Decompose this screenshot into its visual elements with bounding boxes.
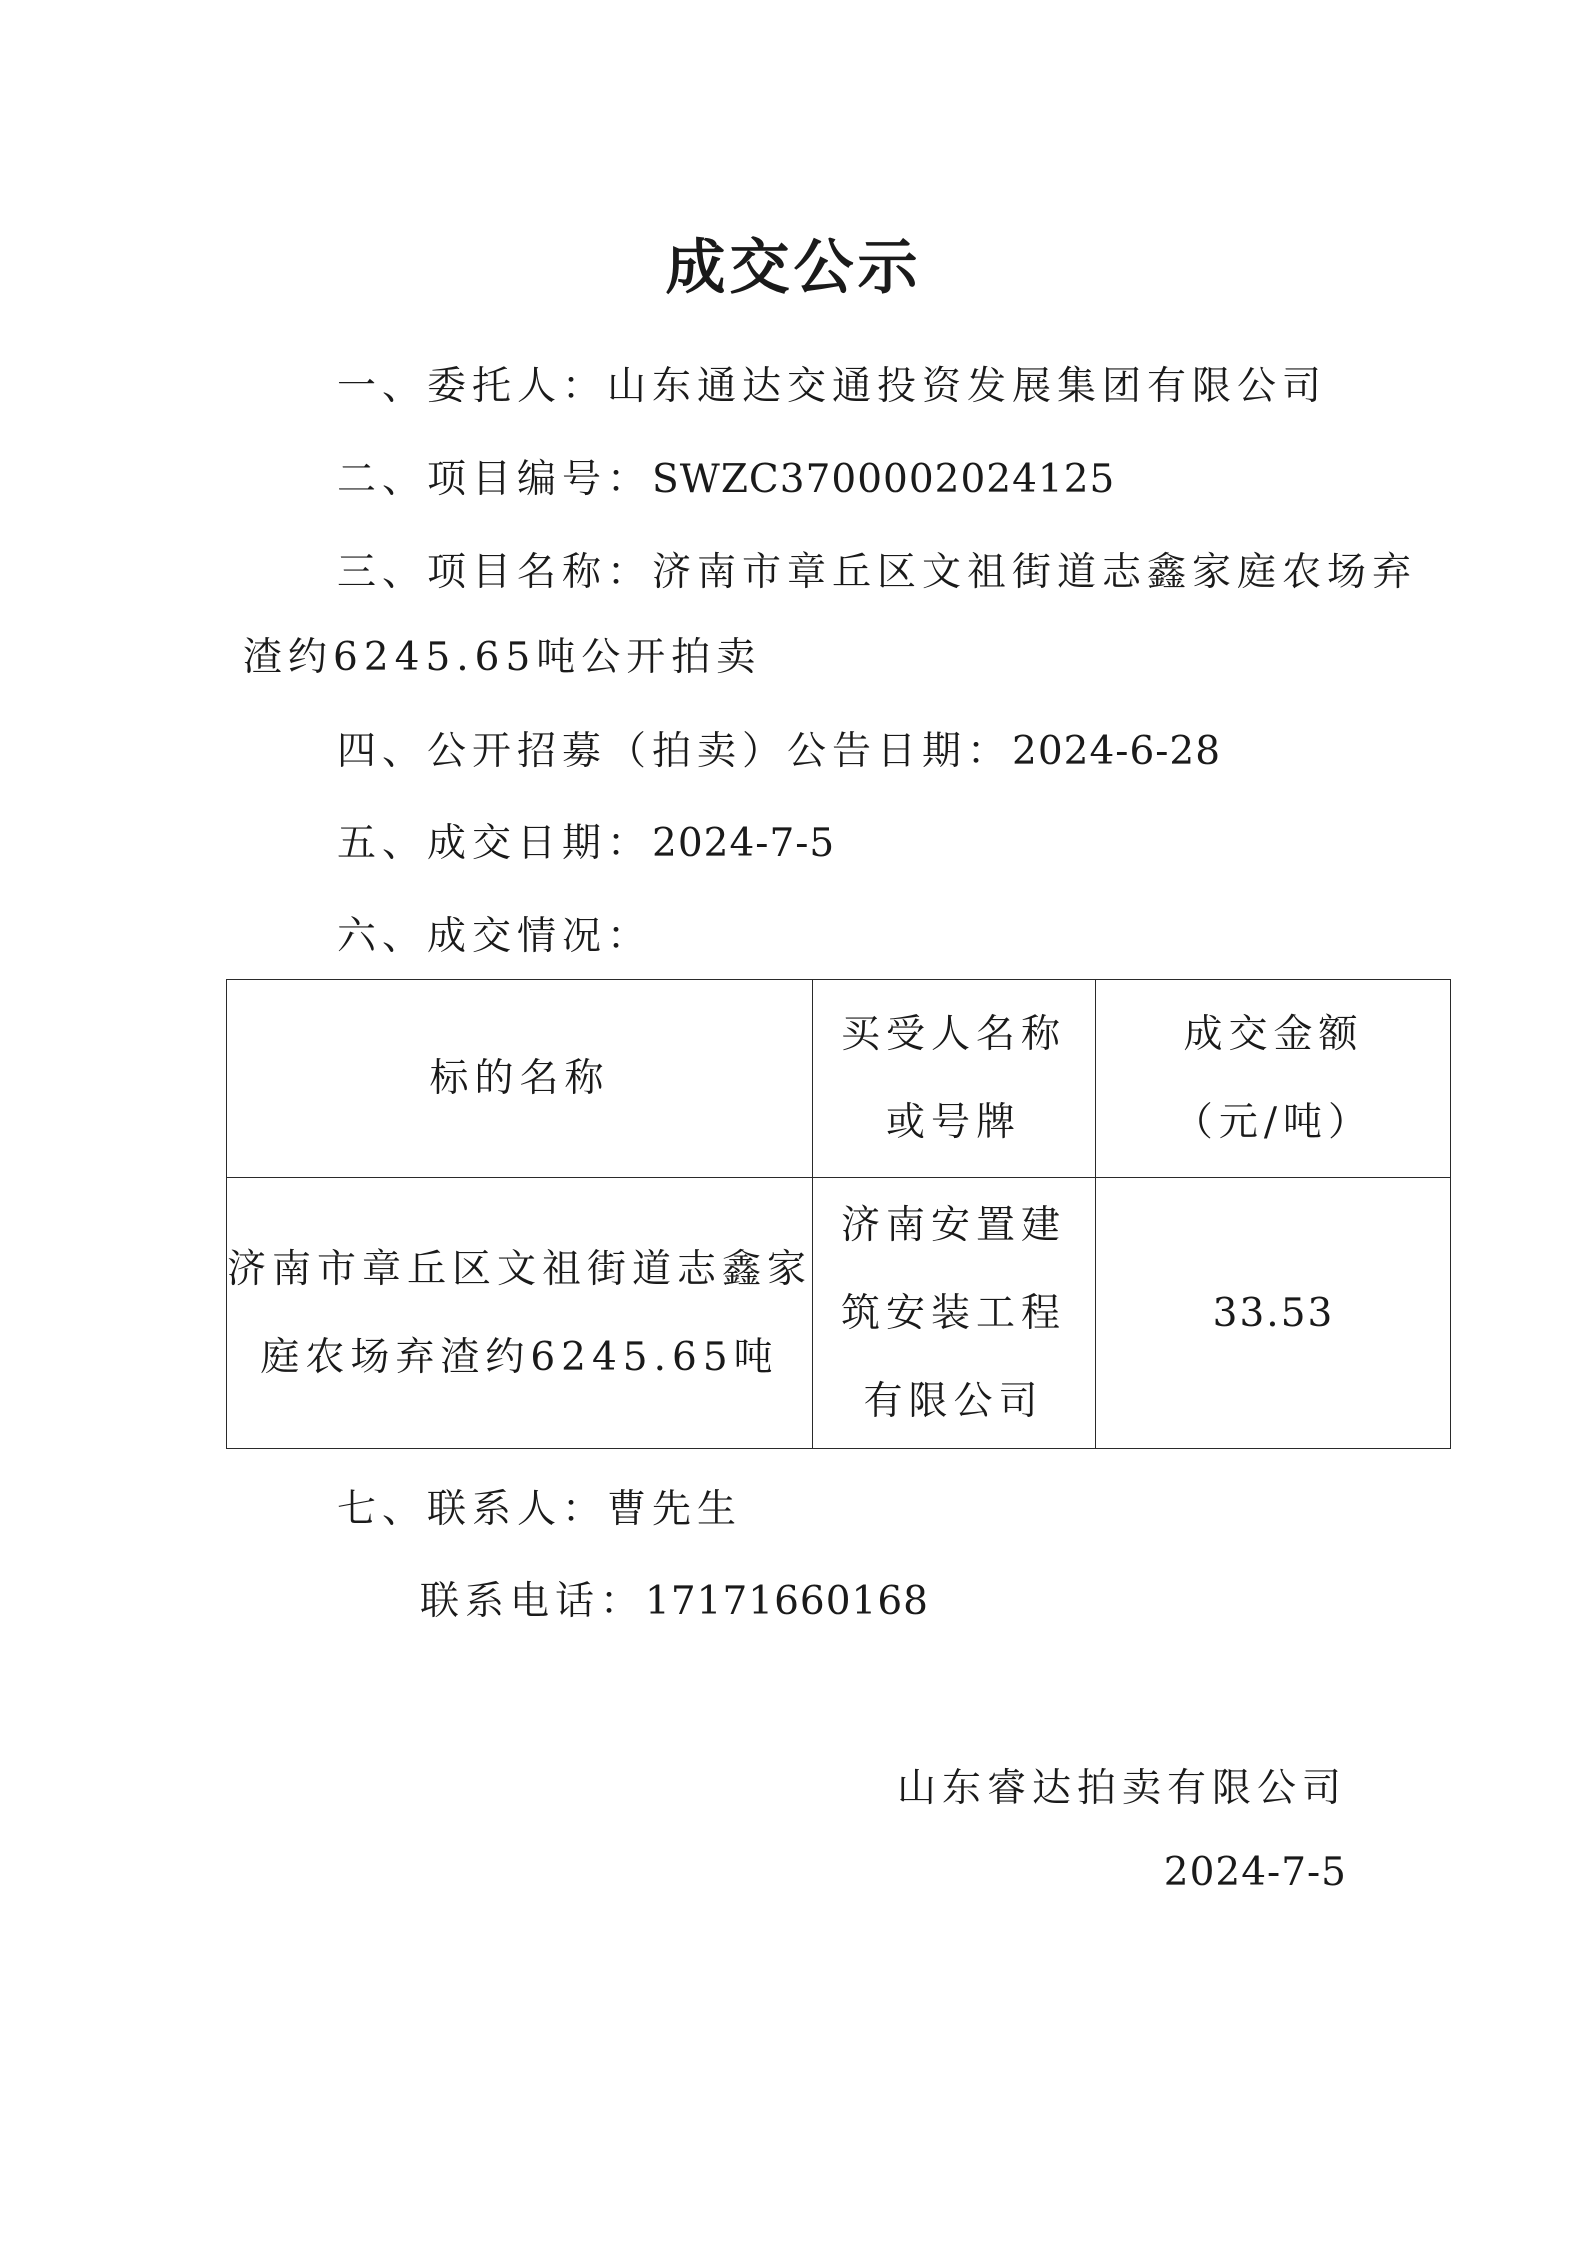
contact-person-line <box>337 1478 742 1534</box>
deal-status-line <box>337 905 652 961</box>
row-deal-amount: 33.53 <box>1212 1290 1335 1336</box>
header-subject-name: 标的名称 <box>429 1055 610 1101</box>
deal-date-value: 2024-7-5 <box>652 821 836 866</box>
deal-table <box>226 979 1451 1449</box>
project-no-line <box>337 448 1115 504</box>
header-buyer-name: 买受人名称 或号牌 <box>840 1011 1066 1145</box>
deal-date-label: 五、成交日期： <box>337 821 653 866</box>
entrust-line <box>337 355 1327 411</box>
header-deal-amount: 成交金额 （元/吨） <box>1173 1011 1374 1145</box>
deal-date-line <box>337 812 835 868</box>
notice-date-line <box>337 720 1221 776</box>
page-title: 成交公示 <box>665 233 922 303</box>
project-name-line2 <box>243 626 761 682</box>
row-buyer-name: 济南安置建 筑安装工程 有限公司 <box>840 1202 1066 1424</box>
project-no-value: SWZC3700002024125 <box>652 457 1116 502</box>
contact-person-value: 曹先生 <box>607 1487 743 1532</box>
notice-date-label: 四、公开招募（拍卖）公告日期： <box>337 729 1013 774</box>
entrust-value: 山东通达交通投资发展集团有限公司 <box>607 364 1328 409</box>
signature-date: 2024-7-5 <box>1163 1850 1347 1895</box>
project-name-value-line2: 渣约6245.65吨公开拍卖 <box>243 635 762 680</box>
project-no-label: 二、项目编号： <box>337 457 653 502</box>
project-name-value-line1: 济南市章丘区文祖街道志鑫家庭农场弃 <box>652 550 1418 595</box>
contact-person-label: 七、联系人： <box>337 1487 608 1532</box>
signature-company: 山东睿达拍卖有限公司 <box>896 1766 1347 1811</box>
project-name-line <box>337 541 1417 597</box>
contact-phone-line <box>420 1570 929 1626</box>
entrust-label: 一、委托人： <box>337 364 608 409</box>
notice-date-value: 2024-6-28 <box>1012 729 1222 774</box>
deal-status-label: 六、成交情况： <box>337 914 653 959</box>
contact-phone-label: 联系电话： <box>420 1579 646 1624</box>
project-name-label: 三、项目名称： <box>337 550 653 595</box>
contact-phone-value: 17171660168 <box>645 1579 929 1624</box>
row-subject-name: 济南市章丘区文祖街道志鑫家 庭农场弃渣约6245.65吨 <box>227 1246 813 1380</box>
